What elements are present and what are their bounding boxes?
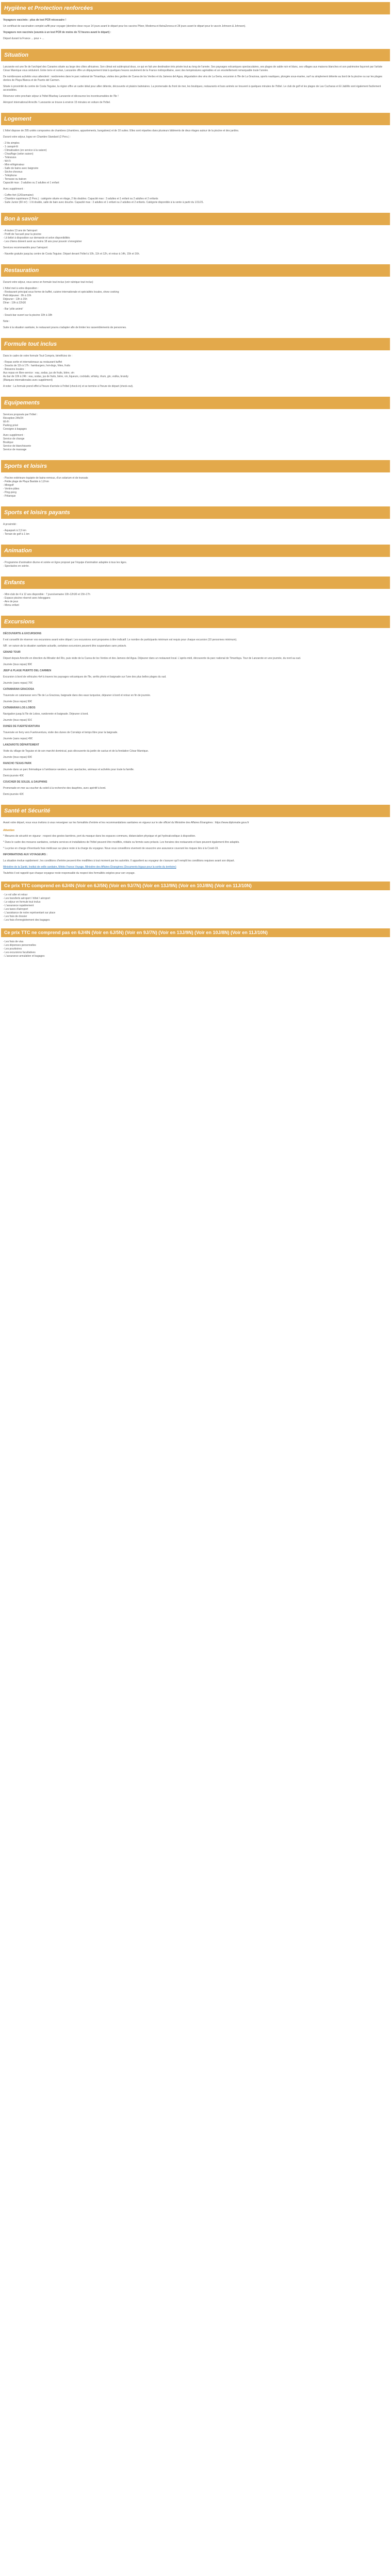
paragraph: * Dans le cadre des mesures sanitaires, certains services et installations de l'hôtel peuvent être modifiés, réduits ou fermés sans préavis. Les horaires des restaurants et bars peuvent également être adaptés. <box>3 841 240 844</box>
list-item: - Menu enfant <box>3 604 19 607</box>
list-item: - 1 canapé-lit <box>3 145 18 148</box>
paragraph: GRAND TOUR <box>3 651 21 654</box>
section-body-sports-loisirs <box>1 477 387 498</box>
paragraph-list <box>3 361 385 382</box>
list-item: - Minigolf <box>3 484 14 487</box>
section-body-animation <box>1 561 387 568</box>
section-title-animation: Animation <box>1 545 390 557</box>
paragraph: Aéroport international Arrecife / Lanzarote se trouve à environ 15 minutes en voiture de l'hôtel. <box>3 101 111 104</box>
list-item: - Lit bébé à disposition sur demande et selon disponibilités <box>3 236 70 240</box>
paragraph: L'hôtel dispose de 295 unités composées de chambres (chambres, appartements, bungalows) et de 10 suites. Elles sont réparties dans plusieurs bâtiments de deux étages autour de la piscine et des jardins. <box>3 129 239 132</box>
section-title-sports-loisirs: Sports et loisirs <box>1 460 390 472</box>
list-item: - Boissons locales : <box>3 368 26 371</box>
section-title-enfants: Enfants <box>1 577 390 589</box>
section-title-tout-inclus: Formule tout inclus <box>1 338 390 350</box>
paragraph-list <box>3 314 385 317</box>
list-item: - Les dépenses personnelles <box>3 944 36 947</box>
list-item: - Aire de jeux <box>3 600 19 603</box>
list-item: - Chambre supérieure (2 Pers.) : catégorie située en étage, 2 lits doubles. Capacité max : 3 adultes et 1 enfant ou 2 adultes et 2 enfants <box>3 197 158 200</box>
list-item: Services proposés par l'hôtel : <box>3 413 38 416</box>
list-item: - Les chiens doivent avoir au moins 18 ans pour pouvoir s'enregistrer <box>3 240 82 243</box>
list-item: - Petite plage de Playa Bastián à 1,8 km <box>3 480 49 483</box>
list-item: - Pétanque <box>3 495 16 498</box>
list-item: - Profil de l'accueil pour la piscine <box>3 233 42 236</box>
paragraph: CATAMARAN GRACIOSA <box>3 688 35 691</box>
section-body-enfants <box>1 593 387 607</box>
paragraph: Départ durant la France ... pour + ... <box>3 37 44 40</box>
section-body-logement <box>1 129 387 205</box>
list-item: - Ventre-pâtes <box>3 487 20 490</box>
list-item: - Les excursions facultatives <box>3 951 36 954</box>
paragraph: Avant votre départ, nous vous invitons à vous renseigner sur les formalités d'entrée et les recommandations sanitaires en vigueur sur le site officiel du Ministère des Affaires Étrangères : https://www.diplomatie.gouv.fr <box>3 821 249 824</box>
paragraph-list <box>3 529 385 536</box>
list-item: Réception 24h/24 <box>3 417 24 420</box>
list-item: - Espace piscine réservé avec toboggans <box>3 597 51 600</box>
section-title-situation: Situation <box>1 49 390 61</box>
section-body-excursions <box>1 632 387 796</box>
paragraph: Durant votre séjour, vous serez en formule tout inclus (voir rubrique tout inclus) <box>3 281 93 284</box>
paragraph: INFORMATIONS AUX VOYAGEURS : <box>3 853 47 856</box>
list-item: - Navette gratuite jusqu'au centre de Costa Teguise. Départ devant l'hôtel à 10h, 11h et 12h, et retour à 14h, 15h et 16h. <box>3 252 140 256</box>
list-item: - Wi-Fi <box>3 160 11 163</box>
list-item: - Mini-club de 4 à 12 ans disponible : 7 jours/semaine 10h-12h30 et 15h-17h <box>3 593 90 596</box>
paragraph: De nombreuses activités vous attendent : randonnées dans le parc national de Timanfaya, visites des grottes de Cueva de los Verdes et du Jameos del Agua, dégustation des vins de La Geria, excursion à l'île de La Graciosa, sports nautiques, plongée sous-marine, surf ou simplement détente au bord de la piscine ou sur les plages dorées de Playa Blanca et de Puerto del Carmen. <box>3 75 382 82</box>
list-item: - Programme d'animation diurne et soirée en ligne proposé par l'équipe d'animation adaptée à tous les âges. <box>3 561 127 564</box>
list-item: - L'assurance annulation et bagages <box>3 955 45 958</box>
list-item: Consigne à bagages <box>3 428 27 431</box>
paragraph-list <box>3 142 385 185</box>
list-item: - Terrasse ou balcon <box>3 178 27 181</box>
section-body-hygiene <box>1 19 387 41</box>
paragraph: COUCHER DE SOLEIL & DAUPHINS <box>3 781 47 784</box>
price-box-header: Ce prix TTC ne comprend pas en 6J/4N (Voir en 6J/5N) (Voir en 9J/7N) (Voir en 13J/9N) (Voir en 10J/8N) (Voir en 11J/10N) <box>1 928 390 937</box>
section-body-bon-savoir <box>1 229 387 256</box>
section-title-restauration: Restauration <box>1 264 390 277</box>
list-item: Service de massage <box>3 448 27 451</box>
section-title-hygiene: Hygiène et Protection renforcées <box>1 2 390 14</box>
list-item: - Télévision <box>3 156 17 159</box>
list-item: - Aquapark à 2,5 km <box>3 529 26 532</box>
list-item: - L'assurance rapatriement <box>3 904 34 907</box>
paragraph-list <box>3 593 385 607</box>
list-item: - Climatisation (en service à la saison) <box>3 149 47 152</box>
paragraph: Journée (tous repas) 99€ <box>3 663 32 666</box>
paragraph: RANCHO TEXAS PARK <box>3 762 32 765</box>
paragraph-list <box>3 434 385 452</box>
paragraph: Un certificat de vaccination complet suffit pour voyager (dernière dose reçue 14 jours avant le départ pour les vaccins Pfizer, Moderna et AstraZeneca et 28 jours avant le départ pour le vaccin Johnson & Johnson). <box>3 25 246 28</box>
paragraph: CATAMARAN LOS LOBOS <box>3 706 36 709</box>
paragraph: Dans le cadre de votre formule Tout Compris, bénéficiez de : <box>3 354 73 358</box>
paragraph: Située à proximité du centre de Costa Teguise, la région offre un cadre idéal pour allier détente, découverte et plaisirs balnéaires. La promenade du front de mer, les boutiques, restaurants et bars animés se trouvent à quelques minutes de l'hôtel. Le club de golf et les plages de Las Cucharas et El Jablillo sont également facilement accessibles. <box>3 85 381 92</box>
paragraph-list <box>3 287 385 305</box>
paragraph: Demi-journée 42€ <box>3 793 24 796</box>
paragraph: Journée (sans repas) 49€ <box>3 737 32 740</box>
paragraph: La situation évolue rapidement ; les conditions d'entrée peuvent être modifiées à tout moment par les autorités. Il appartient au voyageur de s'assurer qu'il remplit les conditions requises avant son départ. <box>3 859 235 862</box>
paragraph: Promenade en mer au coucher du soleil à la recherche des dauphins, avec apéritif à bord. <box>3 787 106 790</box>
list-item: Dîner : 19h à 22h30 <box>3 301 26 304</box>
list-item: - 2 lits simples <box>3 142 20 145</box>
price-box-list <box>1 940 387 958</box>
list-item: Aux repas en libre-service : eau, sodas, jus de fruits, bière, vin <box>3 371 74 375</box>
list-item: - Les transferts aéroport / hôtel / aéroport <box>3 897 51 900</box>
list-item: - Les frais d'enregistrement des bagages <box>3 919 50 922</box>
paragraph: Demi-journée 40€ <box>3 774 24 777</box>
paragraph: JEEP & PLAGE PUERTO DEL CARMEN <box>3 669 52 672</box>
paragraph-list <box>3 561 385 568</box>
section-body-equipements <box>1 413 387 452</box>
paragraph: Services recommandés pour l'aéroport: <box>3 246 48 249</box>
price-box-list <box>1 893 387 922</box>
list-item: - Salle de bains avec baignoire <box>3 167 39 170</box>
list-item: - Les frais de visa <box>3 940 24 943</box>
list-item: - Le vol aller et retour <box>3 893 28 896</box>
paragraph: Voyageurs vaccinés : plus de test PCR nécessaire ! <box>3 19 67 22</box>
price-box-header: Ce prix TTC comprend en 6J/4N (Voir en 6J/5N) (Voir en 9J/7N) (Voir en 13J/9N) (Voir en 10J/8N) (Voir en 11J/10N) <box>1 882 390 890</box>
list-item: Service de blanchisserie <box>3 445 31 448</box>
section-title-excursions: Excursions <box>1 616 390 628</box>
list-item: Déjeuner : 13h à 15h <box>3 298 27 301</box>
paragraph: Départ depuis Arrecife en direction du Mirador del Río, puis visite de la Cueva de los Verdes et des Jameos del Agua. Déjeuner dans un restaurant local. L'après-midi, découverte du parc national de Timanfaya. Tour de Lanzarote en une journée, du nord au sud. <box>3 657 301 660</box>
paragraph: Visite du village de Teguise et de son marché dominical, puis découverte du jardin de cactus et de la fondation César Manrique. <box>3 750 149 753</box>
paragraph: Journée (sans repas) 70€ <box>3 682 32 685</box>
resource-links[interactable]: Ministère de la Santé, Institut de veille sanitaire, Météo France Voyage, Ministère des Affaires Étrangères (Documents légaux pour la sortie du territoire) <box>3 866 176 869</box>
section-title-equipements: Equipements <box>1 397 390 409</box>
paragraph-list <box>3 413 385 431</box>
paragraph: Navigation jusqu'à l'île de Lobos, randonnée et baignade. Déjeuner à bord. <box>3 713 89 716</box>
paragraph: Lanzarote est une île de l'archipel des Canaries située au large des côtes africaines. Son climat est subtropical doux, ce qui en fait une destination très prisée tout au long de l'année. Ses paysages volcaniques spectaculaires, ses plages de sable noir et blanc, ses villages aux maisons blanches et son patrimoine façonné par l'artiste César Manrique vous séduiront. Entre terre et océan, Lanzarote offre un dépaysement total à quelques heures seulement de la France métropolitaine, avec des températures agréables et un ensoleillement remarquable toute l'année. <box>3 65 383 72</box>
paragraph: Voyageurs non vaccinés (soumis à un test PCR de moins de 72 heures avant le départ) : <box>3 31 111 34</box>
list-item: L'hôtel met à votre disposition : <box>3 287 39 290</box>
paragraph: * La prise en charge d'éventuels frais médicaux sur place reste à la charge du voyageur. Nous vous conseillons vivement de souscrire une assurance couvrant les risques liés à la Covid-19. <box>3 847 219 850</box>
list-item: Wi-Fi <box>3 420 9 423</box>
section-body-sante-securite <box>1 821 387 875</box>
paragraph: Journée (tous repas) 99€ <box>3 700 32 703</box>
paragraph: Excursion à bord de véhicules 4x4 à travers les paysages volcaniques de l'île, arrêts photo et baignade sur l'une des plus belles plages du sud. <box>3 675 167 679</box>
list-item: - Le séjour en formule tout inclus <box>3 901 41 904</box>
section-title-sante-securite: Santé et Sécurité <box>1 805 390 817</box>
list-item: - Restaurant principal sous forme de buffet, cuisine internationale et spécialités locales, show cooking <box>3 291 119 294</box>
list-item: - Suite Junior (60 m²) : 1 lit double, salle de bain avec douche. Capacité max : 3 adultes et 1 enfant ou 2 adultes et 2 enfants. Catégorie disponible à la vente à partir du 1/11/21. <box>3 201 204 204</box>
section-body-sports-payants <box>1 523 387 536</box>
paragraph: A proximité : <box>3 523 18 526</box>
paragraph: A noter : La formule prend effet à l'heure d'arrivée à l'hôtel (check-in) et se termine à l'heure de départ (check-out). <box>3 385 134 388</box>
paragraph: Traversée en catamaran vers l'île de La Graciosa, baignade dans des eaux turquoise, déjeuner à bord et retour en fin de journée. <box>3 694 151 697</box>
paragraph: Durant votre séjour, logez en Chambre Standard (2 Pers.) : <box>3 135 71 139</box>
list-item: - Chauffage (selon saison) <box>3 152 34 156</box>
paragraph-list <box>3 252 385 256</box>
list-item: Capacité max : 3 adultes ou 2 adultes et 1 enfant <box>3 181 59 184</box>
list-item: - Les taxes d'aéroport <box>3 908 28 911</box>
paragraph: Suite à la situation sanitaire, le restaurant pourra s'adapter afin de limiter les rassemblements de personnes. <box>3 326 127 329</box>
page <box>0 0 391 971</box>
section-title-sports-payants: Sports et loisirs payants <box>1 506 390 519</box>
paragraph: Toutefois il est rappelé que chaque voyageur reste responsable du respect des formalités exigées pour son voyage. <box>3 872 135 875</box>
list-item: Au bar de 10h à 24h : eau, sodas, jus de fruits, bière, vin, liqueurs, cocktails, whisky, rhum, gin, vodka, brandy <box>3 375 128 378</box>
paragraph-list <box>3 477 385 498</box>
paragraph: Avec supplément : <box>3 188 25 191</box>
paragraph-list <box>3 229 385 244</box>
list-item: Petit déjeuner : 8h à 10h <box>3 294 31 297</box>
list-item: (Marques internationales avec supplément) <box>3 379 53 382</box>
paragraph: Journée dans un parc thématique à l'ambiance western, avec spectacles, animaux et activités pour toute la famille. <box>3 768 135 771</box>
section-title-logement: Logement <box>1 113 390 125</box>
list-item: - Sèche-cheveux <box>3 171 23 174</box>
paragraph: * Mesures de sécurité en vigueur : respect des gestes barrières, port du masque dans les espaces communs, distanciation physique et gel hydroalcoolique à disposition. <box>3 835 196 838</box>
list-item: - L'assistance de notre représentant sur place <box>3 911 56 914</box>
list-item: - Coffre-fort (12€/semaine) <box>3 194 34 197</box>
paragraph: Attention <box>3 829 14 832</box>
paragraph: LANZAROTE DÉPARTEMENT <box>3 743 39 747</box>
list-item: - Snacks de 11h à 17h : hamburgers, hot-dogs, frites, fruits <box>3 364 70 367</box>
list-item: - Piscine extérieure équipée de bains-remous, d'un solarium et de transats <box>3 477 88 480</box>
paragraph: Journée (tous repas) 91€ <box>3 719 32 722</box>
list-item: - Les pourboires <box>3 947 22 951</box>
paragraph: DUNES DE FUERTEVENTURA <box>3 725 40 728</box>
section-body-situation <box>1 65 387 105</box>
paragraph: Il est conseillé de réserver vos excursions avant votre départ. Les excursions sont proposées à titre indicatif. Le nombre de participants minimum est requis pour chaque excursion (10 personnes minimum). <box>3 638 237 641</box>
list-item: - Mini-réfrigérateur <box>3 163 25 166</box>
paragraph: DÉCOUVERTE & EXCURSIONS <box>3 632 42 635</box>
section-body-restauration <box>1 281 387 330</box>
section-body-tout-inclus <box>1 354 387 388</box>
paragraph: NB : en raison de la situation sanitaire actuelle, certaines excursions peuvent être suspendues sans préavis. <box>3 645 127 648</box>
paragraph-list <box>3 194 385 205</box>
list-item: - Les frais de dossier <box>3 915 27 918</box>
paragraph: Journée (tous repas) 69€ <box>3 756 32 759</box>
paragraph: - Bar 'pôle animé' <box>3 308 23 311</box>
list-item: - A toutes 13 ans de l'aéroport <box>3 229 38 232</box>
list-item: Service de change <box>3 437 25 440</box>
list-item: - Spectacles en soirée. <box>3 565 29 568</box>
list-item: Avec supplément : <box>3 434 25 437</box>
list-item: Boutique <box>3 441 13 444</box>
paragraph: Traversée en ferry vers Fuerteventura, visite des dunes de Corralejo et temps libre pour la baignade. <box>3 731 118 734</box>
list-item: Parking privé <box>3 424 19 427</box>
section-title-bon-savoir: Bon à savoir <box>1 213 390 225</box>
list-item: - Terrain de golf à 1 km <box>3 533 30 536</box>
paragraph: Note : <box>3 320 10 323</box>
list-item: - Téléphone <box>3 174 17 177</box>
list-item: - Snack-bar ouvert sur la piscine 10h à 18h <box>3 314 53 317</box>
list-item: - Repas sortie et internationaux au restaurant buffet <box>3 361 62 364</box>
paragraph: Réservez votre prochain séjour à l'hôtel Bluebay Lanzarote et découvrez les incontournables de l'île ! <box>3 95 119 98</box>
list-item: - Ping-pong <box>3 491 17 494</box>
